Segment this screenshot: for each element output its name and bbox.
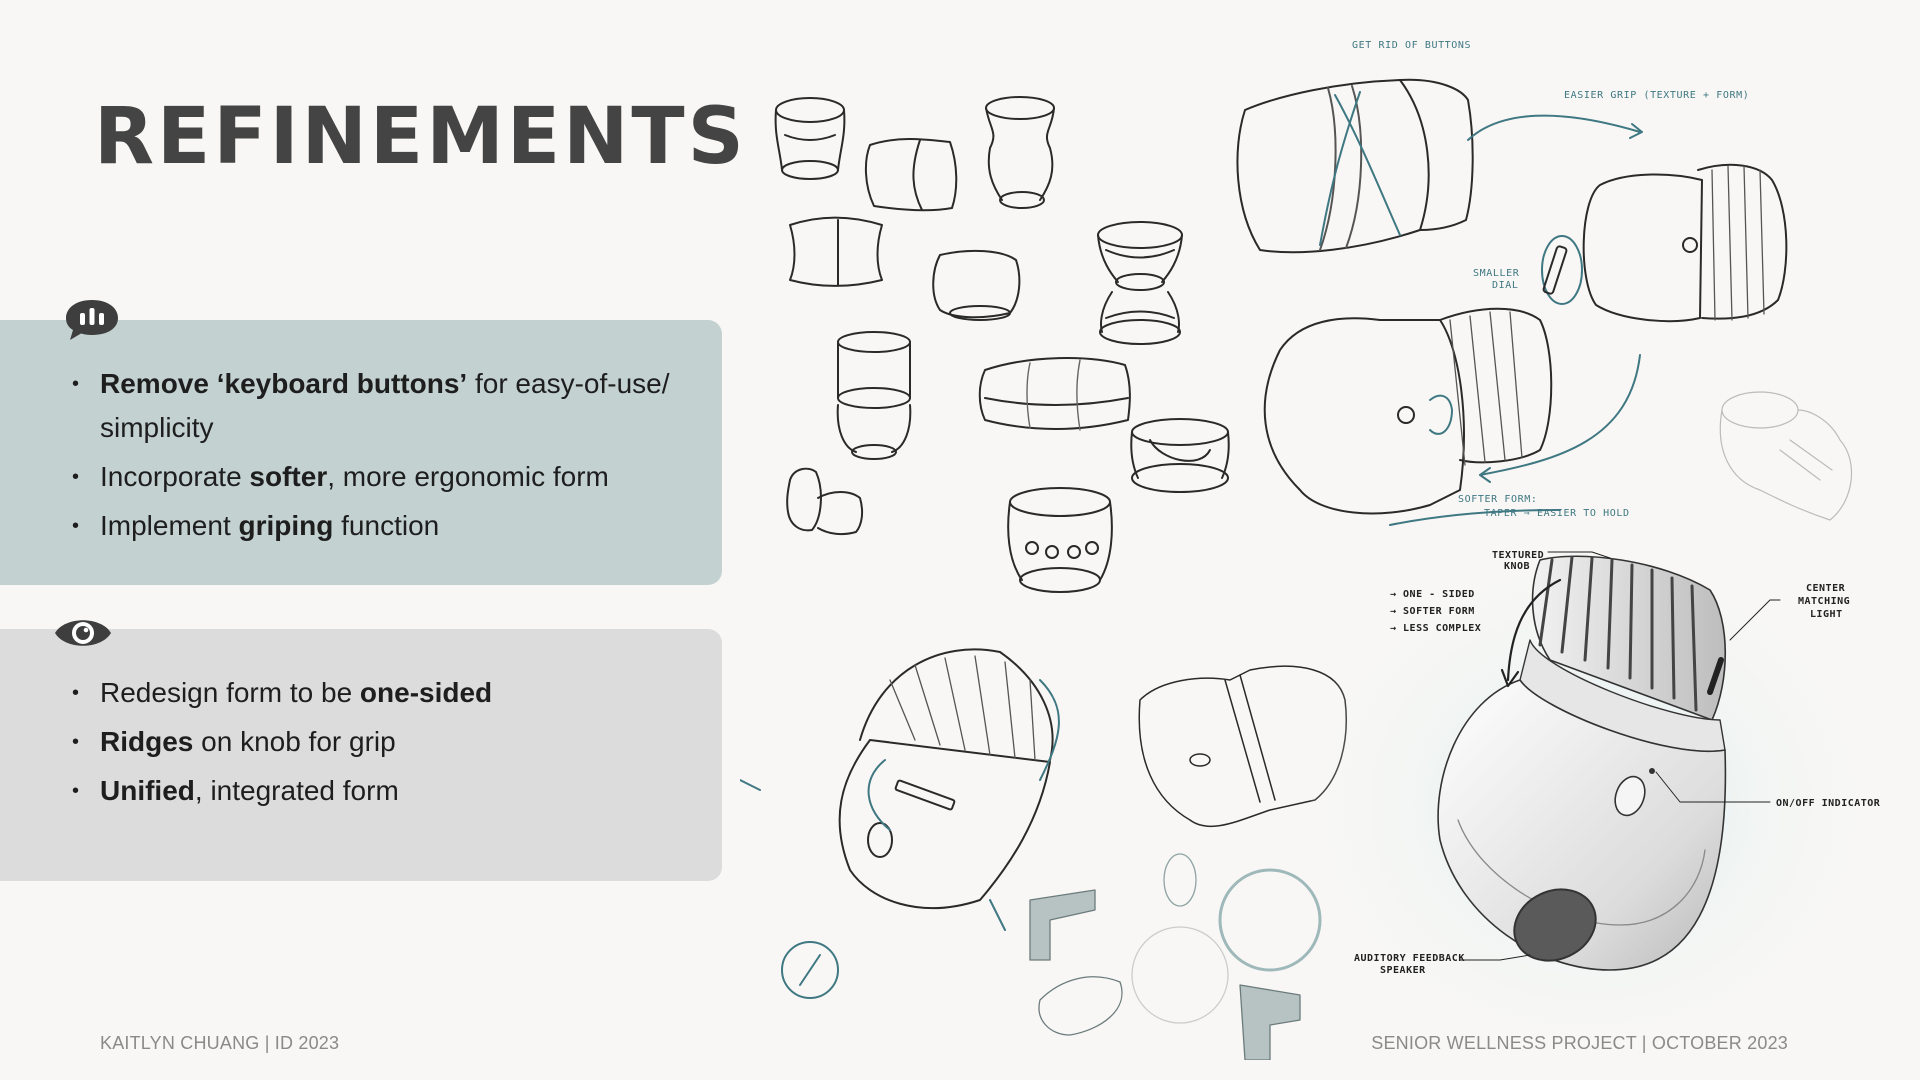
annotation: AUDITORY FEEDBACK — [1354, 953, 1465, 964]
sketch-board — [740, 20, 1910, 1060]
annotation: ON/OFF INDICATOR — [1776, 798, 1881, 809]
observations-panel — [0, 629, 722, 881]
observations-list — [70, 671, 690, 818]
annotation: → SOFTER FORM — [1390, 606, 1475, 617]
list-item: • Remove ‘keyboard buttons’ for easy-of-use/ simplicity — [70, 362, 690, 450]
annotation: TEXTURED — [1492, 550, 1545, 561]
concept-sketch-bottom — [740, 649, 1059, 998]
concept-sketch-dial — [1542, 165, 1786, 321]
feedback-list — [70, 362, 690, 553]
footer-project: SENIOR WELLNESS PROJECT | OCTOBER 2023 — [1371, 1033, 1788, 1053]
detail-sketches — [1030, 854, 1320, 1060]
annotation: SOFTER FORM: — [1458, 494, 1538, 505]
annotation: EASIER GRIP (TEXTURE + FORM) — [1564, 90, 1750, 101]
list-item: • Implement griping function — [70, 504, 690, 548]
speech-bubble-icon — [64, 298, 120, 342]
list-item: • Incorporate softer, more ergonomic form — [70, 455, 690, 499]
annotation: TAPER ⇒ EASIER TO HOLD — [1484, 508, 1630, 519]
list-item: • Ridges on knob for grip — [70, 720, 690, 764]
annotation: GET RID OF BUTTONS — [1352, 40, 1472, 51]
annotation: DIAL — [1492, 280, 1519, 291]
annotation: SPEAKER — [1380, 965, 1426, 976]
form-study-sketches — [776, 97, 1229, 592]
annotation: KNOB — [1504, 561, 1531, 572]
footer-author: KAITLYN CHUANG | ID 2023 — [100, 1033, 340, 1053]
annotation: CENTER — [1806, 583, 1846, 594]
annotation: SMALLER — [1473, 268, 1520, 279]
annotation: MATCHING — [1798, 596, 1851, 607]
annotation: → ONE - SIDED — [1390, 589, 1475, 600]
annotation: → LESS COMPLEX — [1390, 623, 1482, 634]
page-title: REFINEMENTS — [94, 92, 747, 182]
annotation: LIGHT — [1810, 609, 1843, 620]
eye-icon — [53, 610, 113, 656]
list-item: • Unified, integrated form — [70, 769, 690, 813]
concept-sketch-softer — [1265, 309, 1640, 525]
list-item: • Redesign form to be one-sided — [70, 671, 690, 715]
feedback-panel — [0, 320, 722, 585]
ghost-sketch — [1720, 392, 1851, 520]
concept-sketch-buttons — [1237, 80, 1642, 252]
